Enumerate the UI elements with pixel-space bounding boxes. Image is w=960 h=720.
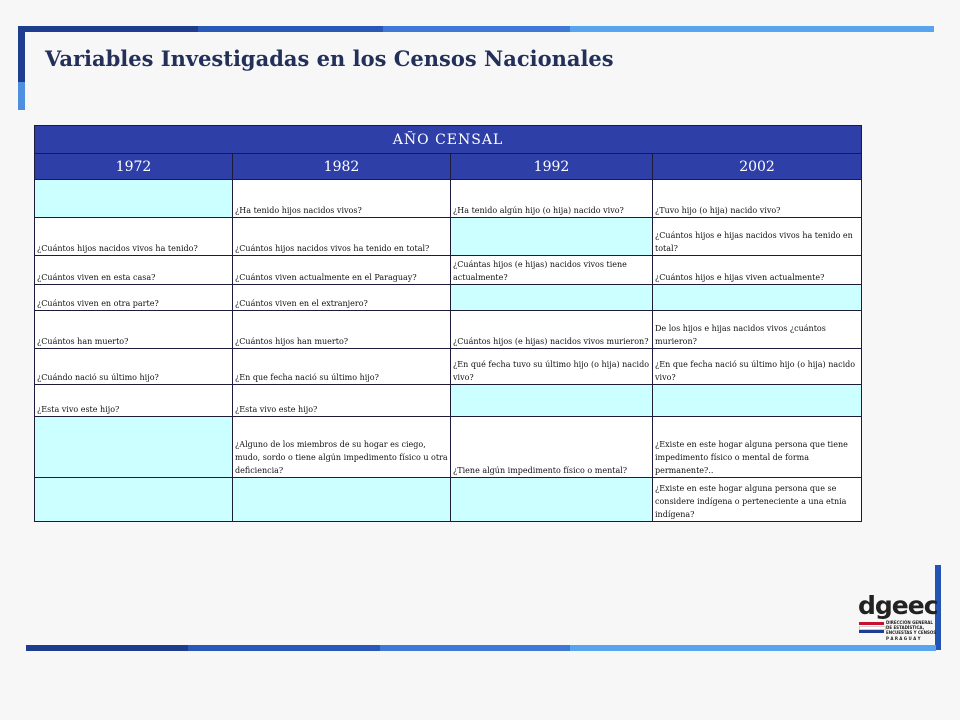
table-row [35, 417, 862, 478]
page-title: Variables Investigadas en los Censos Nacionales [45, 46, 614, 71]
logo-text-line: P A R A G U A Y [886, 636, 921, 641]
year-header-1982: 1982 [233, 154, 451, 180]
top-accent-bar [18, 26, 198, 32]
table-cell: ¿Alguno de los miembros de su hogar es ciego, mudo, sordo o tiene algún impedimento físico u otra deficiencia? [233, 417, 451, 478]
top-accent-bar [383, 26, 570, 32]
table-cell: ¿Cuántos viven en el extranjero? [233, 285, 451, 311]
table-cell [35, 478, 233, 522]
table-cell: ¿En que fecha nació su último hijo (o hija) nacido vivo? [653, 349, 862, 385]
bottom-accent-bar [26, 645, 188, 651]
table-row [35, 218, 862, 256]
logo-text-line: DE ESTADÍSTICA, [886, 625, 925, 630]
table-cell: ¿Cuántas hijos (e hijas) nacidos vivos tiene actualmente? [451, 256, 653, 285]
left-accent-bar [18, 26, 25, 82]
logo-stripe [859, 630, 884, 633]
table-cell: ¿Existe en este hogar alguna persona que se considere indígena o perteneciente a una etnia indígena? [653, 478, 862, 522]
left-accent-bar [18, 82, 25, 110]
table-cell [653, 385, 862, 417]
logo-stripe [859, 622, 884, 625]
logo-text-line: DIRECCIÓN GENERAL [886, 620, 933, 625]
top-accent-bar [570, 26, 934, 32]
table-cell: ¿Cuántos viven actualmente en el Paraguay? [233, 256, 451, 285]
table-cell: ¿Cuántos hijos nacidos vivos ha tenido? [35, 218, 233, 256]
year-header-1972: 1972 [35, 154, 233, 180]
census-variables-table [34, 125, 862, 522]
table-cell: ¿Tuvo hijo (o hija) nacido vivo? [653, 180, 862, 218]
top-accent-bar [198, 26, 383, 32]
bottom-accent-bar [380, 645, 570, 651]
table-cell [233, 478, 451, 522]
table-row [35, 285, 862, 311]
table-main-header: AÑO CENSAL [35, 126, 862, 154]
table-cell: ¿Cuántos hijos han muerto? [233, 311, 451, 349]
table-cell [451, 385, 653, 417]
table-cell [451, 218, 653, 256]
table-row [35, 478, 862, 522]
table-cell: ¿Cuántos viven en otra parte? [35, 285, 233, 311]
year-header-2002: 2002 [653, 154, 862, 180]
table-cell: ¿Cuántos hijos e hijas nacidos vivos ha tenido en total? [653, 218, 862, 256]
table-cell: ¿Cuántos hijos e hijas viven actualmente? [653, 256, 862, 285]
year-header-1992: 1992 [451, 154, 653, 180]
table-cell: ¿Esta vivo este hijo? [35, 385, 233, 417]
table-cell [35, 180, 233, 218]
table-cell: ¿Tiene algún impedimento físico o mental? [451, 417, 653, 478]
table-cell [653, 285, 862, 311]
table-cell: ¿Existe en este hogar alguna persona que tiene impedimento físico o mental de forma permanente?.. [653, 417, 862, 478]
table-cell: ¿En que fecha nació su último hijo? [233, 349, 451, 385]
table-cell: De los hijos e hijas nacidos vivos ¿cuántos murieron? [653, 311, 862, 349]
table-cell: ¿Cuántos hijos nacidos vivos ha tenido en total? [233, 218, 451, 256]
table-row [35, 385, 862, 417]
table-cell: ¿En qué fecha tuvo su último hijo (o hija) nacido vivo? [451, 349, 653, 385]
logo-text-line: ENCUESTAS Y CENSOS [886, 630, 937, 635]
table-cell: ¿Ha tenido hijos nacidos vivos? [233, 180, 451, 218]
table-cell: ¿Cuántos hijos (e hijas) nacidos vivos murieron? [451, 311, 653, 349]
table-cell: ¿Cuándo nació su último hijo? [35, 349, 233, 385]
table-row [35, 180, 862, 218]
logo-wordmark: dgeec [858, 591, 938, 620]
table-cell [451, 285, 653, 311]
table-row [35, 256, 862, 285]
table-cell [451, 478, 653, 522]
bottom-accent-bar [188, 645, 380, 651]
table-cell [35, 417, 233, 478]
table-cell: ¿Cuántos viven en esta casa? [35, 256, 233, 285]
table-cell: ¿Esta vivo este hijo? [233, 385, 451, 417]
table-row [35, 311, 862, 349]
table-row [35, 349, 862, 385]
table-cell: ¿Ha tenido algún hijo (o hija) nacido vivo? [451, 180, 653, 218]
dgeec-logo [856, 591, 938, 642]
bottom-accent-bar [570, 645, 936, 651]
table-cell: ¿Cuántos han muerto? [35, 311, 233, 349]
